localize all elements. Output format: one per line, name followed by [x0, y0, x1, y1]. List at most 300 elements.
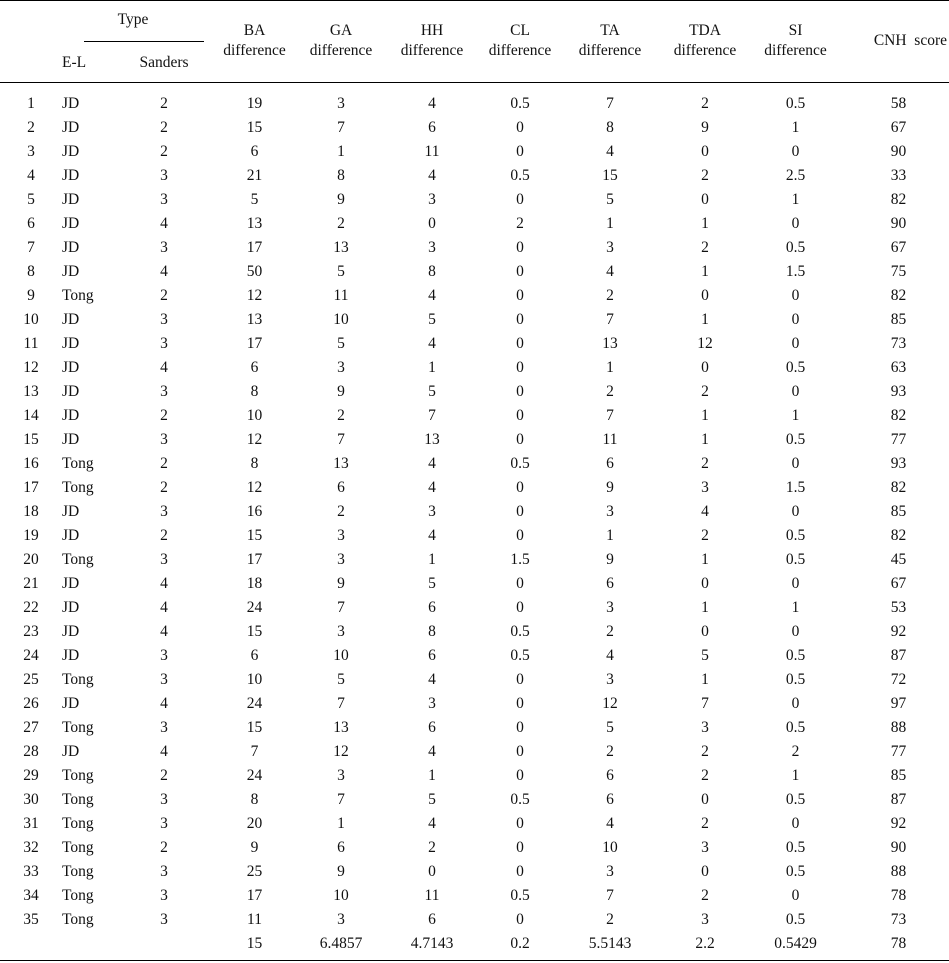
ta-difference-cell: 2 [606, 383, 614, 400]
el-type-cell: JD [62, 503, 80, 520]
sanders-type-cell: 4 [160, 695, 168, 712]
ta-difference-cell: 1 [606, 215, 614, 232]
ga-difference-cell: 3 [337, 527, 345, 544]
si-difference-cell: 0.5 [785, 551, 806, 568]
cnh-score-cell: 73 [890, 335, 907, 352]
table-row [0, 596, 949, 620]
sanders-type-cell: 4 [160, 599, 168, 616]
ga-difference-cell: 3 [337, 767, 345, 784]
cl-difference-cell: 0 [516, 575, 524, 592]
hh-difference-cell: 5 [428, 791, 436, 808]
tda-difference-cell: 1 [701, 551, 709, 568]
ba-difference-cell: 6 [250, 647, 259, 664]
summary-row [0, 932, 949, 956]
si-difference-cell: 0 [791, 575, 800, 592]
si-difference-cell: 0.5 [785, 839, 806, 856]
table-row [0, 572, 949, 596]
ga-difference-cell: 8 [337, 167, 345, 184]
table-row [0, 188, 949, 212]
cl-difference-cell: 0 [516, 383, 524, 400]
ba-difference-cell: 15 [246, 719, 263, 736]
el-type-cell: JD [62, 407, 80, 424]
sanders-type-cell: 2 [160, 95, 168, 112]
ga-difference-cell: 2 [337, 215, 345, 232]
ba-difference-cell: 6 [250, 143, 259, 160]
ta-difference-cell: 3 [606, 503, 614, 520]
el-type-cell: JD [62, 623, 80, 640]
si-difference-cell: 1 [791, 767, 800, 784]
si-difference-cell: 2 [791, 743, 800, 760]
ga-difference-cell: 5 [337, 335, 345, 352]
row-number-cell: 26 [23, 695, 39, 712]
ta-difference-cell: 15 [602, 167, 618, 184]
si-difference-cell: 0 [791, 215, 800, 232]
ba-difference-cell: 50 [246, 263, 263, 280]
sanders-type-cell: 2 [160, 767, 168, 784]
tda-difference-cell: 1 [701, 431, 709, 448]
tda-difference-cell: 5 [701, 647, 709, 664]
cnh-score-cell: 90 [890, 215, 907, 232]
row-number-cell: 19 [23, 527, 39, 544]
row-number-cell: 21 [23, 575, 39, 592]
tda-difference-cell: 12 [697, 335, 713, 352]
el-type-cell: Tong [62, 911, 94, 928]
tda-difference-cell: 0 [701, 623, 709, 640]
ta-difference-cell: 2 [606, 287, 614, 304]
row-number-summary-cell [0, 932, 62, 956]
tda-difference-cell: 0 [701, 143, 709, 160]
ta-difference-cell: 3 [606, 239, 614, 256]
table-row [0, 332, 949, 356]
ba-difference-cell: 9 [250, 839, 259, 856]
el-type-cell: JD [62, 575, 80, 592]
hh-difference-cell: 4 [428, 455, 436, 472]
sanders-type-cell: 3 [160, 239, 168, 256]
ba-difference-cell: 16 [246, 503, 263, 520]
ba-difference-cell: 8 [250, 455, 259, 472]
ta-difference-cell: 6 [606, 575, 614, 592]
el-type-cell: Tong [62, 863, 94, 880]
el-type-cell: Tong [62, 551, 94, 568]
si-difference-cell: 0.5 [785, 95, 806, 112]
row-number-cell: 16 [23, 455, 39, 472]
row-number-cell: 34 [23, 887, 39, 904]
ga-difference-cell: 10 [333, 311, 349, 328]
row-number-cell: 15 [23, 431, 39, 448]
row-number-cell: 17 [23, 479, 39, 496]
tda-difference-cell: 3 [701, 479, 709, 496]
el-type-cell: Tong [62, 287, 94, 304]
table-row [0, 404, 949, 428]
cnh-score-cell: 82 [890, 287, 907, 304]
si-difference-cell: 0 [791, 695, 800, 712]
hh-difference-cell: 11 [424, 887, 440, 904]
tda-difference-cell: 1 [701, 263, 709, 280]
sanders-type-cell: 2 [160, 479, 168, 496]
ba-difference-cell: 8 [250, 791, 259, 808]
row-number-cell: 28 [23, 743, 39, 760]
table-row [0, 236, 949, 260]
tda-difference-cell: 9 [701, 119, 709, 136]
cl-difference-cell: 1.5 [510, 551, 530, 568]
cl-difference-cell: 0.5 [510, 623, 530, 640]
ga-difference-cell: 1 [337, 815, 345, 832]
si-difference-cell: 0 [791, 623, 800, 640]
ta-difference-cell: 4 [606, 263, 614, 280]
si-difference-cell: 1.5 [785, 263, 806, 280]
cl-difference-cell: 0 [516, 143, 524, 160]
cl-difference-cell: 0 [516, 719, 524, 736]
hh-difference-cell: 5 [428, 383, 436, 400]
hh-difference-cell: 8 [428, 623, 436, 640]
tda-difference-header: TDA difference [673, 22, 737, 59]
table-row [0, 716, 949, 740]
sanders-type-cell: 3 [160, 335, 168, 352]
el-subheader: E-L [62, 54, 87, 71]
row-number-cell: 3 [27, 143, 35, 160]
cnh-score-cell: 85 [890, 767, 907, 784]
table-row [0, 884, 949, 908]
row-number-cell: 23 [23, 623, 39, 640]
ta-difference-cell: 7 [606, 95, 614, 112]
si-difference-cell: 0.5 [785, 719, 806, 736]
tda-difference-cell: 0 [701, 191, 709, 208]
sanders-type-cell: 4 [160, 623, 168, 640]
hh-difference-cell: 6 [428, 911, 436, 928]
ga-difference-cell: 3 [337, 551, 345, 568]
table-row [0, 668, 949, 692]
el-type-cell: JD [62, 383, 80, 400]
ba-difference-cell: 17 [246, 887, 263, 904]
sanders-type-cell: 3 [160, 431, 168, 448]
table-row [0, 644, 949, 668]
cl-difference-cell: 0.5 [510, 95, 530, 112]
row-number-cell: 33 [23, 863, 39, 880]
ga-difference-cell: 12 [333, 743, 349, 760]
ba-difference-cell: 13 [246, 215, 263, 232]
ba-difference-cell: 13 [246, 311, 263, 328]
ga-difference-cell: 2 [337, 503, 345, 520]
cl-difference-cell: 0 [516, 911, 524, 928]
cl-difference-summary-cell: 0.2 [510, 935, 530, 952]
cl-difference-cell: 0.5 [510, 647, 530, 664]
el-type-cell: JD [62, 743, 80, 760]
cnh-score-cell: 97 [890, 695, 907, 712]
type-group-header: Type [117, 11, 149, 28]
si-difference-cell: 0.5 [785, 863, 806, 880]
tda-difference-cell: 7 [701, 695, 709, 712]
ta-difference-cell: 2 [606, 743, 614, 760]
tda-difference-cell: 0 [701, 575, 709, 592]
ga-difference-cell: 13 [333, 455, 349, 472]
hh-difference-cell: 3 [428, 191, 436, 208]
sanders-type-cell: 4 [160, 743, 168, 760]
ta-difference-cell: 10 [602, 839, 618, 856]
cl-difference-cell: 0 [516, 311, 524, 328]
cl-difference-cell: 0 [516, 503, 524, 520]
ba-difference-cell: 12 [246, 479, 263, 496]
ta-difference-cell: 5 [606, 719, 614, 736]
tda-difference-cell: 0 [701, 863, 709, 880]
el-type-cell: JD [62, 527, 80, 544]
cl-difference-cell: 0 [516, 239, 524, 256]
cl-difference-cell: 0 [516, 263, 524, 280]
cnh-score-cell: 93 [890, 383, 907, 400]
el-type-cell: JD [62, 119, 80, 136]
si-difference-cell: 1.5 [785, 479, 806, 496]
cnh-score-cell: 67 [890, 239, 907, 256]
si-difference-cell: 0 [791, 311, 800, 328]
cl-difference-cell: 2 [516, 215, 524, 232]
sanders-type-cell: 2 [160, 287, 168, 304]
ta-difference-cell: 11 [602, 431, 618, 448]
table-row [0, 260, 949, 284]
hh-difference-cell: 0 [428, 215, 436, 232]
row-number-cell: 18 [23, 503, 39, 520]
row-number-cell: 1 [27, 95, 35, 112]
row-number-cell: 9 [27, 287, 35, 304]
el-type-cell: Tong [62, 791, 94, 808]
sanders-type-cell: 3 [160, 887, 168, 904]
el-type-cell: Tong [62, 815, 94, 832]
hh-difference-cell: 5 [428, 311, 436, 328]
sanders-type-cell: 3 [160, 191, 168, 208]
si-difference-cell: 0 [791, 455, 800, 472]
ta-difference-cell: 5 [606, 191, 614, 208]
si-difference-cell: 0.5 [785, 431, 806, 448]
hh-difference-cell: 4 [428, 335, 436, 352]
table-row [0, 740, 949, 764]
hh-difference-cell: 4 [428, 743, 436, 760]
ta-difference-cell: 1 [606, 359, 614, 376]
row-number-cell: 2 [27, 119, 35, 136]
ba-difference-cell: 17 [246, 239, 263, 256]
table-row [0, 692, 949, 716]
row-number-cell: 29 [23, 767, 39, 784]
cl-difference-cell: 0 [516, 863, 524, 880]
si-difference-cell: 0.5 [785, 671, 806, 688]
hh-difference-cell: 11 [424, 143, 440, 160]
cl-difference-cell: 0 [516, 767, 524, 784]
ga-difference-cell: 7 [337, 119, 345, 136]
cl-difference-cell: 0 [516, 671, 524, 688]
row-number-cell: 30 [23, 791, 39, 808]
ta-difference-cell: 2 [606, 911, 614, 928]
ga-difference-header: GA difference [309, 22, 373, 59]
ga-difference-cell: 7 [337, 599, 345, 616]
si-difference-cell: 0.5 [785, 911, 806, 928]
table-row [0, 476, 949, 500]
hh-difference-cell: 4 [428, 527, 436, 544]
table-row [0, 164, 949, 188]
tda-difference-cell: 0 [701, 287, 709, 304]
table-row [0, 380, 949, 404]
cnh-score-cell: 67 [890, 575, 907, 592]
cnh-score-cell: 90 [890, 143, 907, 160]
tda-difference-cell: 3 [701, 911, 709, 928]
sanders-type-cell: 4 [160, 359, 168, 376]
si-difference-cell: 1 [791, 599, 800, 616]
ba-difference-cell: 15 [246, 623, 263, 640]
cl-difference-cell: 0.5 [510, 887, 530, 904]
ba-difference-cell: 12 [246, 431, 263, 448]
cl-difference-cell: 0 [516, 407, 524, 424]
ba-difference-cell: 24 [246, 767, 263, 784]
table-row [0, 500, 949, 524]
tda-difference-cell: 2 [701, 743, 709, 760]
table-row [0, 452, 949, 476]
ga-difference-cell: 7 [337, 695, 345, 712]
tda-difference-cell: 1 [701, 215, 709, 232]
sanders-type-cell: 2 [160, 407, 168, 424]
sanders-type-cell: 3 [160, 719, 168, 736]
ta-difference-cell: 7 [606, 311, 614, 328]
hh-difference-cell: 6 [428, 647, 436, 664]
table-row [0, 82, 949, 116]
el-type-cell: Tong [62, 671, 94, 688]
el-type-cell: Tong [62, 887, 94, 904]
tda-difference-cell: 2 [701, 95, 709, 112]
tda-difference-cell: 2 [701, 167, 709, 184]
el-type-cell: Tong [62, 479, 94, 496]
cl-difference-cell: 0 [516, 815, 524, 832]
table-row [0, 860, 949, 884]
tda-difference-summary-cell: 2.2 [695, 935, 715, 952]
cnh-score-cell: 75 [890, 263, 907, 280]
cnh-score-summary-cell: 78 [890, 935, 907, 952]
tda-difference-cell: 2 [701, 527, 709, 544]
cl-difference-cell: 0 [516, 119, 524, 136]
hh-difference-header: HH difference [400, 22, 464, 59]
si-difference-cell: 0.5 [785, 647, 806, 664]
row-number-cell: 35 [23, 911, 39, 928]
sanders-type-cell: 3 [160, 791, 168, 808]
el-type-cell: Tong [62, 767, 94, 784]
ba-difference-cell: 6 [250, 359, 259, 376]
ga-difference-cell: 13 [333, 239, 349, 256]
ba-difference-cell: 10 [246, 671, 263, 688]
row-number-cell: 20 [23, 551, 39, 568]
ga-difference-cell: 3 [337, 623, 345, 640]
ta-difference-cell: 7 [606, 887, 614, 904]
ga-difference-cell: 6 [337, 479, 345, 496]
row-number-cell: 7 [27, 239, 35, 256]
ta-difference-cell: 1 [606, 527, 614, 544]
table-row [0, 764, 949, 788]
si-difference-cell: 0.5 [785, 791, 806, 808]
el-type-cell: JD [62, 599, 80, 616]
row-number-cell: 27 [23, 719, 39, 736]
si-difference-summary-cell: 0.5429 [774, 935, 817, 952]
ba-difference-header: BA difference [223, 22, 286, 59]
ba-difference-cell: 7 [250, 743, 259, 760]
tda-difference-cell: 3 [701, 839, 709, 856]
row-number-header [0, 0, 62, 44]
cnh-score-cell: 88 [890, 719, 907, 736]
si-difference-cell: 0 [791, 143, 800, 160]
cl-difference-cell: 0 [516, 743, 524, 760]
el-type-cell: JD [62, 95, 80, 112]
ga-difference-cell: 9 [337, 191, 345, 208]
tda-difference-cell: 4 [701, 503, 709, 520]
bottom-rule [0, 960, 949, 961]
si-difference-cell: 0 [791, 335, 800, 352]
table-row [0, 812, 949, 836]
row-number-cell: 31 [23, 815, 39, 832]
cnh-score-cell: 82 [890, 407, 907, 424]
row-number-cell: 11 [23, 335, 39, 352]
sanders-type-cell: 3 [160, 503, 168, 520]
row-number-subheader [0, 44, 62, 82]
sanders-type-cell: 2 [160, 455, 168, 472]
ta-difference-cell: 3 [606, 863, 614, 880]
cnh-score-cell: 82 [890, 479, 907, 496]
ta-difference-cell: 4 [606, 143, 614, 160]
sanders-type-summary-cell [124, 932, 204, 956]
ba-difference-cell: 24 [246, 599, 263, 616]
hh-difference-cell: 6 [428, 119, 436, 136]
ta-difference-cell: 8 [606, 119, 614, 136]
sanders-type-cell: 3 [160, 383, 168, 400]
el-type-cell: JD [62, 167, 80, 184]
ba-difference-cell: 17 [246, 335, 263, 352]
hh-difference-cell: 1 [428, 551, 436, 568]
table-row [0, 140, 949, 164]
si-difference-cell: 0.5 [785, 527, 806, 544]
si-difference-cell: 0.5 [785, 239, 806, 256]
sanders-type-cell: 2 [160, 119, 168, 136]
row-number-cell: 24 [23, 647, 39, 664]
ba-difference-cell: 24 [246, 695, 263, 712]
el-type-cell: JD [62, 263, 80, 280]
hh-difference-cell: 1 [428, 359, 436, 376]
table-body [0, 82, 949, 956]
cl-difference-cell: 0 [516, 359, 524, 376]
cnh-score-cell: 78 [890, 887, 907, 904]
hh-difference-cell: 4 [428, 95, 436, 112]
row-number-cell: 4 [27, 167, 35, 184]
ta-difference-cell: 4 [606, 647, 614, 664]
el-type-cell: JD [62, 647, 80, 664]
ba-difference-cell: 21 [246, 167, 263, 184]
ba-difference-cell: 10 [246, 407, 263, 424]
ga-difference-cell: 7 [337, 431, 345, 448]
ga-difference-cell: 9 [337, 863, 345, 880]
ta-difference-cell: 6 [606, 455, 614, 472]
row-number-cell: 25 [23, 671, 39, 688]
cnh-score-cell: 67 [890, 119, 907, 136]
cnh-score-cell: 73 [890, 911, 907, 928]
tda-difference-cell: 2 [701, 239, 709, 256]
table-row [0, 548, 949, 572]
ga-difference-cell: 10 [333, 887, 349, 904]
el-type-cell: JD [62, 695, 80, 712]
sanders-type-cell: 3 [160, 311, 168, 328]
cl-difference-cell: 0 [516, 599, 524, 616]
ba-difference-cell: 17 [246, 551, 263, 568]
cnh-score-cell: 63 [890, 359, 907, 376]
ba-difference-cell: 15 [246, 119, 263, 136]
ta-difference-summary-cell: 5.5143 [588, 935, 632, 952]
sanders-type-cell: 4 [160, 575, 168, 592]
cnh-score-cell: 82 [890, 527, 907, 544]
hh-difference-cell: 3 [428, 695, 436, 712]
tda-difference-cell: 0 [701, 359, 709, 376]
ba-difference-cell: 18 [246, 575, 263, 592]
ba-difference-summary-cell: 15 [246, 935, 263, 952]
ga-difference-cell: 1 [337, 143, 345, 160]
hh-difference-cell: 6 [428, 719, 436, 736]
